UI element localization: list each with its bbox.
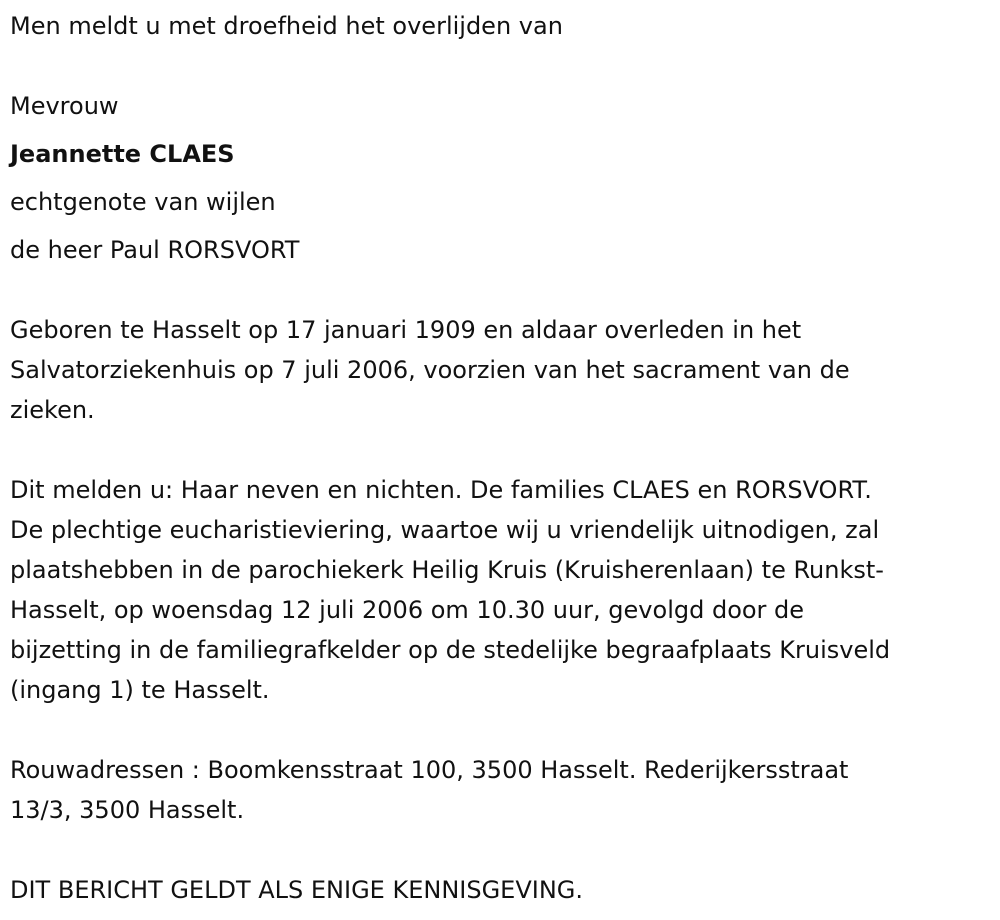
deceased-name: Jeannette CLAES	[10, 140, 235, 168]
intro-text: Men meldt u met droefheid het overlijden van	[10, 12, 563, 40]
paragraph-line: Rouwadressen : Boomkensstraat 100, 3500 Hasselt. Rederijkersstraat	[10, 756, 849, 784]
paragraph-line: zieken.	[10, 396, 95, 424]
paragraph-line: Salvatorziekenhuis op 7 juli 2006, voorzien van het sacrament van de	[10, 356, 850, 384]
mourning-addresses-paragraph	[10, 750, 848, 830]
paragraph-line: Hasselt, op woensdag 12 juli 2006 om 10.30 uur, gevolgd door de	[10, 596, 805, 624]
paragraph-line: plaatshebben in de parochiekerk Heilig Kruis (Kruisherenlaan) te Runkst-	[10, 556, 884, 584]
paragraph-line: Geboren te Hasselt op 17 januari 1909 en aldaar overleden in het	[10, 316, 802, 344]
honorific: Mevrouw	[10, 92, 119, 120]
family-and-service-paragraph	[10, 470, 890, 710]
spouse-line-2: de heer Paul RORSVORT	[10, 236, 300, 264]
birth-death-paragraph	[10, 310, 850, 430]
paragraph-line: De plechtige eucharistieviering, waartoe wij u vriendelijk uitnodigen, zal	[10, 516, 880, 544]
paragraph-line: bijzetting in de familiegrafkelder op de stedelijke begraafplaats Kruisveld	[10, 636, 891, 664]
paragraph-line: Dit melden u: Haar neven en nichten. De families CLAES en RORSVORT.	[10, 476, 872, 504]
closing-notice: DIT BERICHT GELDT ALS ENIGE KENNISGEVING.	[10, 876, 584, 904]
spouse-line-1: echtgenote van wijlen	[10, 188, 276, 216]
paragraph-line: 13/3, 3500 Hasselt.	[10, 796, 245, 824]
paragraph-line: (ingang 1) te Hasselt.	[10, 676, 270, 704]
